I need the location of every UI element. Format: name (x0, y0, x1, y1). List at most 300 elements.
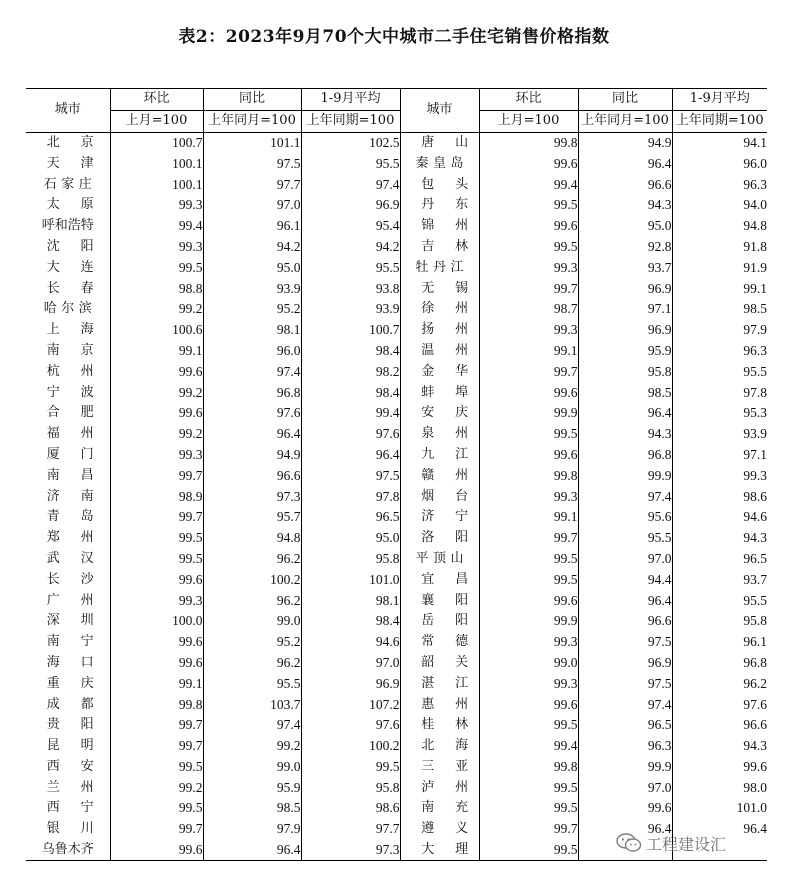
left-yoy-cell: 96.4 (203, 424, 301, 445)
left-city-cell: 南京 (46, 342, 115, 358)
left-avg-cell: 97.3 (301, 840, 400, 861)
right-mom-cell: 99.5 (479, 569, 578, 590)
left-avg-cell: 94.2 (301, 237, 400, 258)
left-city-cell: 重庆 (46, 675, 115, 691)
table-row (26, 320, 767, 341)
left-mom-cell: 100.0 (110, 611, 203, 632)
table-row (26, 424, 767, 445)
left-yoy-cell: 94.8 (203, 528, 301, 549)
table-row (26, 507, 767, 528)
left-yoy-cell: 100.2 (203, 569, 301, 590)
right-yoy-cell: 99.6 (578, 798, 672, 819)
table-row (26, 174, 767, 195)
left-city-cell: 南昌 (46, 467, 115, 483)
left-mom-cell: 99.5 (110, 257, 203, 278)
right-mom-cell: 99.1 (479, 507, 578, 528)
right-mom-cell: 99.3 (479, 320, 578, 341)
table-row (26, 549, 767, 570)
right-avg-cell: 96.0 (672, 153, 767, 174)
left-mom-cell: 99.6 (110, 840, 203, 861)
left-city-cell: 济南 (46, 488, 115, 504)
left-avg-cell: 96.5 (301, 507, 400, 528)
left-yoy-cell: 96.2 (203, 590, 301, 611)
table-row (26, 299, 767, 320)
left-city-cell: 深圳 (46, 613, 115, 629)
right-yoy-cell: 96.5 (578, 715, 672, 736)
right-mom-cell: 99.3 (479, 257, 578, 278)
right-mom-cell: 99.6 (479, 590, 578, 611)
left-avg-cell: 97.4 (301, 174, 400, 195)
table-row (26, 445, 767, 466)
left-yoy-cell: 97.6 (203, 403, 301, 424)
right-mom-cell: 99.8 (479, 757, 578, 778)
left-avg-cell: 93.8 (301, 278, 400, 299)
left-yoy-cell: 97.9 (203, 819, 301, 840)
left-mom-cell: 99.1 (110, 341, 203, 362)
right-yoy-cell: 97.5 (578, 673, 672, 694)
right-mom-cell: 99.7 (479, 361, 578, 382)
right-avg-cell: 95.5 (672, 590, 767, 611)
left-yoy-cell: 98.5 (203, 798, 301, 819)
right-city-cell: 遵义 (400, 819, 479, 840)
right-mom-cell: 99.7 (479, 278, 578, 299)
right-avg-cell: 95.3 (672, 403, 767, 424)
right-yoy-cell: 95.6 (578, 507, 672, 528)
right-city-cell: 三亚 (400, 757, 479, 778)
left-city-cell: 长春 (46, 280, 115, 296)
right-avg-cell: 96.2 (672, 673, 767, 694)
table-row (26, 153, 767, 174)
left-city-cell: 合肥 (46, 405, 115, 421)
left-city-cell: 沈阳 (46, 238, 115, 254)
left-yoy-cell: 94.9 (203, 445, 301, 466)
right-mom-cell: 99.9 (479, 611, 578, 632)
left-mom-cell: 99.1 (110, 673, 203, 694)
right-city-cell: 九江 (400, 445, 479, 466)
yoy-base-right: 上年同月=100 (578, 110, 672, 132)
avg-base-right: 上年同期=100 (672, 110, 767, 132)
left-avg-cell: 101.0 (301, 569, 400, 590)
table-row (26, 590, 767, 611)
right-city-cell: 南充 (400, 798, 479, 819)
left-city-cell: 呼和浩特 (41, 218, 94, 234)
left-avg-cell: 102.5 (301, 132, 400, 153)
left-mom-cell: 99.6 (110, 403, 203, 424)
wechat-icon (616, 832, 642, 854)
left-city-cell: 兰州 (46, 779, 115, 795)
right-mom-cell: 99.5 (479, 798, 578, 819)
right-yoy-cell: 95.0 (578, 216, 672, 237)
right-avg-cell: 99.3 (672, 465, 767, 486)
left-city-cell: 福州 (46, 426, 115, 442)
left-avg-cell: 95.0 (301, 528, 400, 549)
left-yoy-cell: 97.4 (203, 361, 301, 382)
left-avg-cell: 98.6 (301, 798, 400, 819)
left-city-cell: 长沙 (46, 571, 115, 587)
right-avg-cell: 94.3 (672, 736, 767, 757)
table-row (26, 257, 767, 278)
right-mom-cell: 99.6 (479, 445, 578, 466)
right-yoy-cell: 96.4 (578, 819, 672, 840)
mom-header-left: 环比 (110, 89, 203, 111)
table-row (26, 216, 767, 237)
right-yoy-cell: 97.5 (578, 632, 672, 653)
right-avg-cell: 101.0 (672, 798, 767, 819)
left-yoy-cell: 98.1 (203, 320, 301, 341)
right-mom-cell: 99.7 (479, 819, 578, 840)
left-mom-cell: 99.3 (110, 590, 203, 611)
left-avg-cell: 95.5 (301, 153, 400, 174)
right-avg-cell: 97.6 (672, 694, 767, 715)
right-city-cell: 泉州 (400, 424, 479, 445)
left-avg-cell: 99.4 (301, 403, 400, 424)
left-mom-cell: 99.6 (110, 569, 203, 590)
table-row (26, 569, 767, 590)
left-city-cell: 西宁 (46, 800, 115, 816)
left-mom-cell: 99.2 (110, 777, 203, 798)
left-city-cell: 西安 (46, 758, 115, 774)
right-city-cell: 岳阳 (400, 611, 479, 632)
left-city-cell: 大连 (46, 259, 115, 275)
right-avg-cell: 98.6 (672, 486, 767, 507)
left-city-cell: 贵阳 (46, 717, 115, 733)
left-avg-cell: 98.2 (301, 361, 400, 382)
right-yoy-cell: 95.5 (578, 528, 672, 549)
city-header-right: 城市 (400, 89, 479, 133)
right-city-cell: 泸州 (400, 777, 479, 798)
left-mom-cell: 99.5 (110, 798, 203, 819)
avg-base-left: 上年同期=100 (301, 110, 400, 132)
right-city-cell: 洛阳 (400, 528, 479, 549)
right-city-cell: 赣州 (400, 465, 479, 486)
table-row (26, 736, 767, 757)
right-mom-cell: 99.5 (479, 237, 578, 258)
table-row (26, 278, 767, 299)
right-city-cell: 秦皇岛 (400, 153, 479, 174)
left-avg-cell: 93.9 (301, 299, 400, 320)
left-city-cell: 哈尔滨 (43, 301, 97, 317)
price-index-table (26, 88, 767, 861)
right-mom-cell: 99.6 (479, 694, 578, 715)
right-city-cell: 牡丹江 (400, 257, 479, 278)
left-yoy-cell: 96.1 (203, 216, 301, 237)
right-avg-cell: 94.6 (672, 507, 767, 528)
table-row (26, 237, 767, 258)
right-avg-cell: 97.1 (672, 445, 767, 466)
right-city-cell: 常德 (400, 632, 479, 653)
right-mom-cell: 99.9 (479, 403, 578, 424)
left-city-cell: 南宁 (46, 634, 115, 650)
right-mom-cell: 99.5 (479, 777, 578, 798)
watermark (616, 828, 766, 858)
table-row (26, 673, 767, 694)
right-city-cell: 吉林 (400, 237, 479, 258)
left-avg-cell: 97.5 (301, 465, 400, 486)
right-mom-cell: 99.6 (479, 382, 578, 403)
left-avg-cell: 95.4 (301, 216, 400, 237)
page-title: 表2：2023年9月70个大中城市二手住宅销售价格指数 (178, 27, 610, 47)
left-yoy-cell: 95.2 (203, 299, 301, 320)
right-city-cell: 惠州 (400, 694, 479, 715)
right-avg-cell: 95.8 (672, 611, 767, 632)
left-avg-cell: 97.7 (301, 819, 400, 840)
left-mom-cell: 99.6 (110, 632, 203, 653)
right-city-cell: 安庆 (400, 403, 479, 424)
table-row (26, 465, 767, 486)
right-avg-cell: 95.5 (672, 361, 767, 382)
left-yoy-cell: 99.0 (203, 611, 301, 632)
left-mom-cell: 99.3 (110, 237, 203, 258)
right-city-cell: 平顶山 (400, 549, 479, 570)
left-city-cell: 太原 (46, 197, 115, 213)
right-avg-cell: 94.3 (672, 528, 767, 549)
right-city-cell: 唐山 (400, 132, 479, 153)
right-yoy-cell: 96.6 (578, 174, 672, 195)
right-mom-cell: 99.5 (479, 424, 578, 445)
left-city-cell: 上海 (46, 322, 115, 338)
right-yoy-cell: 96.9 (578, 653, 672, 674)
left-avg-cell: 97.6 (301, 424, 400, 445)
left-avg-cell: 98.1 (301, 590, 400, 611)
right-mom-cell: 98.7 (479, 299, 578, 320)
right-city-cell: 烟台 (400, 486, 479, 507)
yoy-base-left: 上年同月=100 (203, 110, 301, 132)
left-avg-cell: 95.5 (301, 257, 400, 278)
table-row (26, 195, 767, 216)
left-mom-cell: 99.5 (110, 549, 203, 570)
right-mom-cell: 99.0 (479, 653, 578, 674)
avg-header-left: 1-9月平均 (301, 89, 400, 111)
left-mom-cell: 99.4 (110, 216, 203, 237)
table-row (26, 798, 767, 819)
right-yoy-cell: 94.9 (578, 132, 672, 153)
left-mom-cell: 99.7 (110, 465, 203, 486)
city-header-left: 城市 (26, 89, 110, 133)
right-city-cell: 无锡 (400, 278, 479, 299)
right-yoy-cell: 96.4 (578, 403, 672, 424)
left-yoy-cell: 96.6 (203, 465, 301, 486)
left-yoy-cell: 95.7 (203, 507, 301, 528)
mom-header-right: 环比 (479, 89, 578, 111)
right-yoy-cell: 96.9 (578, 278, 672, 299)
right-yoy-cell: 97.1 (578, 299, 672, 320)
left-mom-cell: 99.7 (110, 715, 203, 736)
right-mom-cell: 99.6 (479, 216, 578, 237)
left-yoy-cell: 99.0 (203, 757, 301, 778)
right-avg-cell: 96.6 (672, 715, 767, 736)
right-yoy-cell: 97.4 (578, 486, 672, 507)
right-yoy-cell: 94.3 (578, 195, 672, 216)
left-city-cell: 乌鲁木齐 (26, 840, 110, 861)
left-city-cell: 成都 (46, 696, 115, 712)
right-city-cell: 襄阳 (400, 590, 479, 611)
left-avg-cell: 96.9 (301, 195, 400, 216)
table-row (26, 528, 767, 549)
left-avg-cell: 95.8 (301, 777, 400, 798)
right-city-cell: 金华 (400, 361, 479, 382)
left-avg-cell: 100.2 (301, 736, 400, 757)
left-mom-cell: 99.7 (110, 507, 203, 528)
table-row (26, 757, 767, 778)
right-mom-cell: 99.4 (479, 174, 578, 195)
right-mom-cell: 99.6 (479, 153, 578, 174)
left-mom-cell: 99.7 (110, 736, 203, 757)
right-mom-cell: 99.3 (479, 486, 578, 507)
right-avg-cell: 94.8 (672, 216, 767, 237)
left-avg-cell: 96.4 (301, 445, 400, 466)
left-avg-cell: 98.4 (301, 611, 400, 632)
table-row (26, 632, 767, 653)
left-mom-cell: 100.1 (110, 174, 203, 195)
left-yoy-cell: 99.2 (203, 736, 301, 757)
left-mom-cell: 98.9 (110, 486, 203, 507)
right-yoy-cell: 99.9 (578, 757, 672, 778)
left-city-cell: 银川 (46, 821, 115, 837)
right-mom-cell: 99.5 (479, 195, 578, 216)
right-yoy-cell: 96.4 (578, 153, 672, 174)
right-yoy-cell: 96.9 (578, 320, 672, 341)
right-avg-cell: 91.9 (672, 257, 767, 278)
left-avg-cell: 94.6 (301, 632, 400, 653)
right-avg-cell: 94.1 (672, 132, 767, 153)
left-mom-cell: 99.5 (110, 528, 203, 549)
mom-base-right: 上月=100 (479, 110, 578, 132)
left-city-cell: 天津 (46, 155, 115, 171)
left-mom-cell: 100.6 (110, 320, 203, 341)
table-row (26, 653, 767, 674)
table-row (26, 382, 767, 403)
left-avg-cell: 100.7 (301, 320, 400, 341)
right-avg-cell: 97.8 (672, 382, 767, 403)
right-yoy-cell: 95.8 (578, 361, 672, 382)
right-avg-cell: 93.7 (672, 569, 767, 590)
avg-header-right: 1-9月平均 (672, 89, 767, 111)
right-city-cell: 桂林 (400, 715, 479, 736)
right-yoy-cell: 93.7 (578, 257, 672, 278)
right-yoy-cell: 96.3 (578, 736, 672, 757)
left-yoy-cell: 97.7 (203, 174, 301, 195)
left-avg-cell: 97.8 (301, 486, 400, 507)
left-mom-cell: 99.6 (110, 653, 203, 674)
right-mom-cell: 99.3 (479, 632, 578, 653)
right-yoy-cell: 92.8 (578, 237, 672, 258)
left-yoy-cell: 95.0 (203, 257, 301, 278)
right-mom-cell: 99.8 (479, 465, 578, 486)
left-mom-cell: 99.5 (110, 757, 203, 778)
left-city-cell: 武汉 (46, 550, 115, 566)
table-row (26, 777, 767, 798)
left-city-cell: 石家庄 (43, 176, 97, 192)
left-city-cell: 杭州 (46, 363, 115, 379)
watermark-text: 工程建设汇 (646, 834, 727, 854)
left-avg-cell: 96.9 (301, 673, 400, 694)
right-yoy-cell: 96.6 (578, 611, 672, 632)
right-mom-cell: 99.3 (479, 673, 578, 694)
left-yoy-cell: 93.9 (203, 278, 301, 299)
left-yoy-cell: 97.3 (203, 486, 301, 507)
table-row (26, 611, 767, 632)
right-avg-cell: 99.1 (672, 278, 767, 299)
right-city-cell: 扬州 (400, 320, 479, 341)
left-yoy-cell: 95.9 (203, 777, 301, 798)
yoy-header-right: 同比 (578, 89, 672, 111)
right-mom-cell: 99.5 (479, 549, 578, 570)
right-city-cell: 丹东 (400, 195, 479, 216)
right-avg-cell: 97.9 (672, 320, 767, 341)
right-avg-cell: 96.5 (672, 549, 767, 570)
left-city-cell: 厦门 (46, 446, 115, 462)
left-avg-cell: 97.6 (301, 715, 400, 736)
yoy-header-left: 同比 (203, 89, 301, 111)
left-mom-cell: 99.2 (110, 382, 203, 403)
left-avg-cell: 98.4 (301, 382, 400, 403)
left-city-cell: 郑州 (46, 530, 115, 546)
left-mom-cell: 99.3 (110, 195, 203, 216)
left-yoy-cell: 97.5 (203, 153, 301, 174)
right-avg-cell: 96.8 (672, 653, 767, 674)
right-yoy-cell: 97.0 (578, 549, 672, 570)
left-mom-cell: 99.7 (110, 819, 203, 840)
right-city-cell: 蚌埠 (400, 382, 479, 403)
right-city-cell: 济宁 (400, 507, 479, 528)
right-city-cell: 大理 (400, 840, 479, 861)
left-avg-cell: 99.5 (301, 757, 400, 778)
right-mom-cell: 99.5 (479, 715, 578, 736)
right-yoy-cell: 99.9 (578, 465, 672, 486)
left-yoy-cell: 101.1 (203, 132, 301, 153)
table-body (26, 132, 767, 861)
left-yoy-cell: 96.2 (203, 653, 301, 674)
right-avg-cell: 99.6 (672, 757, 767, 778)
table-row (26, 132, 767, 153)
left-avg-cell: 97.0 (301, 653, 400, 674)
right-avg-cell: 94.0 (672, 195, 767, 216)
left-avg-cell: 107.2 (301, 694, 400, 715)
left-mom-cell: 99.2 (110, 299, 203, 320)
left-yoy-cell: 97.4 (203, 715, 301, 736)
left-city-cell: 北京 (46, 134, 115, 150)
left-mom-cell: 98.8 (110, 278, 203, 299)
right-city-cell: 湛江 (400, 673, 479, 694)
right-avg-cell: 91.8 (672, 237, 767, 258)
right-mom-cell: 99.8 (479, 132, 578, 153)
right-city-cell: 包头 (400, 174, 479, 195)
left-mom-cell: 99.8 (110, 694, 203, 715)
right-avg-cell: 96.3 (672, 174, 767, 195)
left-avg-cell: 98.4 (301, 341, 400, 362)
table-row (26, 341, 767, 362)
right-yoy-cell: 96.4 (578, 590, 672, 611)
right-yoy-cell: 95.9 (578, 341, 672, 362)
right-city-cell: 锦州 (400, 216, 479, 237)
left-yoy-cell: 94.2 (203, 237, 301, 258)
table-row (26, 715, 767, 736)
right-mom-cell: 99.4 (479, 736, 578, 757)
left-yoy-cell: 97.0 (203, 195, 301, 216)
right-yoy-cell: 97.0 (578, 777, 672, 798)
table-row (26, 694, 767, 715)
right-city-cell: 宜昌 (400, 569, 479, 590)
right-avg-cell: 93.9 (672, 424, 767, 445)
right-mom-cell: 99.5 (479, 840, 578, 861)
left-yoy-cell: 95.2 (203, 632, 301, 653)
right-yoy-cell: 98.5 (578, 382, 672, 403)
right-avg-cell: 98.5 (672, 299, 767, 320)
right-yoy-cell: 94.3 (578, 424, 672, 445)
right-avg-cell: 98.0 (672, 777, 767, 798)
right-avg-cell: 96.4 (672, 819, 767, 840)
right-yoy-cell: 97.4 (578, 694, 672, 715)
